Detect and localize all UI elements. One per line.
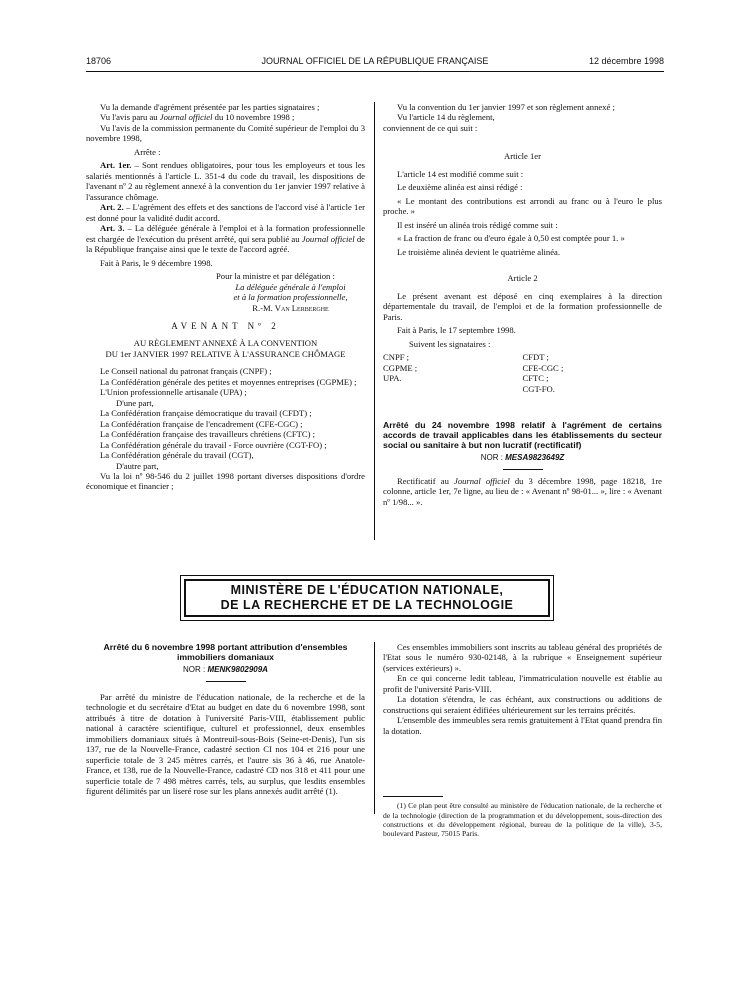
party-item: La Confédération générale du travail - Force ouvrière (CGT-FO) ; [100, 439, 327, 450]
article-heading: Article 2 [507, 273, 538, 284]
column-right-bottom [383, 642, 662, 838]
decree-title: Arrêté du 24 novembre 1998 relatif à l'agrément de certains accords de travail applicables dans les établissements du secteur social ou sanitaire à but non lucratif (rectificatif) [383, 420, 662, 451]
signatory: CGT-FO. [522, 383, 555, 394]
convention-line: conviennent de ce qui suit : [383, 122, 478, 133]
signature-date: Fait à Paris, le 9 décembre 1998. [100, 257, 213, 268]
article-heading: Article 1er [504, 151, 541, 162]
column-left-bottom [86, 642, 365, 797]
decree-body: Par arrêté du ministre de l'éducation nationale, de la recherche et de la technologie et du secrétaire d'Etat au budget en date du 6 novembre 1998, sont attribués à titre de dotation à l'université Paris-VIII, établissement public national à caractère scientifique, culturel et professionnel, deux ensembles immobiliers domaniaux situés à Montreuil-sous-Bois (Seine-et-Denis), l'un sis 137, rue de la Nouvelle-France, cadastré section CI nos 104 et 216 pour une superficie totale de 3 245 mètres carrés, et l'autre sis 36 à 46, rue Anatole-France, et 138, rue de la Nouvelle-France, cadastré CD nos 318 et 411 pour une superficie totale de 7 498 mètres carrés, tels, au surplus, que lesdits ensembles figurent délimités par un liseré rose sur les plans annexés audit arrêté (1). [86, 691, 365, 797]
ministry-name-line2: DE LA RECHERCHE ET DE LA TECHNOLOGIE [220, 598, 514, 612]
signature-date: Fait à Paris, le 17 septembre 1998. [397, 325, 516, 336]
footnote-rule [383, 796, 443, 797]
ministry-banner [180, 575, 554, 621]
short-rule [206, 681, 246, 682]
column-divider-bottom [374, 642, 375, 814]
party-item: La Confédération française démocratique du travail (CFDT) ; [100, 408, 312, 419]
decree-paragraph: La dotation s'étendra, le cas échéant, aux constructions ou additions de constructions qui seraient édifiées ultérieurement sur les terrains précités. [383, 694, 662, 715]
arrete-heading: Arrête : [134, 146, 161, 157]
avenant-title: AVENANT Nº 2 [171, 321, 280, 332]
journal-title: JOURNAL OFFICIEL DE LA RÉPUBLIQUE FRANÇAISE [261, 56, 489, 66]
signatories-heading: Suivent les signataires : [409, 338, 491, 349]
signatories-unions [523, 352, 663, 394]
article-2: Art. 2. – L'agrément des effets et des sanctions de l'accord visé à l'article 1er est donné pour la validité dudit accord. [86, 202, 366, 223]
party-item: La Confédération générale du travail (CGT), [100, 450, 254, 461]
decree-paragraph: En ce qui concerne ledit tableau, l'immatriculation nouvelle est établie au profit de l'université Paris-VIII. [383, 673, 662, 694]
header-rule [86, 71, 664, 72]
signatory: CGPME ; [383, 362, 418, 373]
party-separator: D'autre part, [116, 460, 159, 471]
column-divider-top [374, 102, 375, 540]
vu-paragraph: Vu la loi nº 98-546 du 2 juillet 1998 portant diverses dispositions d'ordre économique et financier ; [86, 470, 365, 492]
party-item: L'Union professionnelle artisanale (UPA) ; [100, 387, 247, 398]
signatories-list [383, 352, 662, 394]
article-paragraph: Il est inséré un alinéa trois rédigé comme suit : [397, 219, 558, 230]
party-item: La Confédération générale des petites et moyennes entreprises (CGPME) ; [100, 376, 357, 387]
column-right-top [383, 102, 662, 507]
column-left-top [86, 102, 365, 492]
article-paragraph: « Le montant des contributions est arrondi au franc ou à l'euro le plus proche. » [383, 195, 662, 217]
article-paragraph: L'article 14 est modifié comme suit : [397, 168, 524, 179]
signatory: CFTC ; [522, 373, 549, 384]
vu-paragraph: Vu la convention du 1er janvier 1997 et son règlement annexé ; [397, 102, 615, 112]
vu-paragraph: Vu l'article 14 du règlement, [397, 112, 495, 123]
decree-title: Arrêté du 6 novembre 1998 portant attribution d'ensembles immobiliers domaniaux [103, 642, 348, 662]
signatory: UPA. [383, 373, 402, 384]
issue-date: 12 décembre 1998 [588, 56, 664, 66]
signatories-employers [383, 352, 523, 394]
avenant-subtitle: DU 1er JANVIER 1997 RELATIVE À L'ASSURANCE CHÔMAGE [105, 348, 346, 359]
signatory: CFE-CGC ; [522, 362, 564, 373]
footnote: (1) Ce plan peut être consulté au ministère de l'éducation nationale, de la recherche et de la technologie (direction de la programmation et du développement, sous-direction des constructions et du développement régional, bureau de la politique de la ville), 3-5, boulevard Pasteur, 75015 Paris. [383, 801, 662, 839]
page-number: 18706 [86, 56, 112, 66]
vu-paragraph: Vu l'avis paru au Journal officiel du 10 novembre 1998 ; [100, 112, 295, 123]
vu-paragraph: Vu la demande d'agrément présentée par les parties signataires ; [100, 102, 320, 112]
party-item: La Confédération française de l'encadrement (CFE-CGC) ; [100, 418, 303, 429]
short-rule [503, 469, 543, 470]
article-paragraph: « La fraction de franc ou d'euro égale à 0,50 est comptée pour 1. » [397, 233, 625, 244]
party-separator: D'une part, [116, 397, 154, 408]
signatory: CFDT ; [522, 352, 549, 363]
decree-paragraph: Ces ensembles immobiliers sont inscrits au tableau général des propriétés de l'Etat sous le numéro 930-02148, à la rubrique « Enseignement supérieur (services extérieurs) ». [383, 642, 662, 673]
rectificatif-paragraph: Rectificatif au Journal officiel du 3 décembre 1998, page 18218, 1re colonne, article 1er, 7e ligne, au lieu de : « Avenant nº 98-01... », lire : « Avenant nº 1/98... ». [383, 475, 662, 507]
article-paragraph: Le troisième alinéa devient le quatrième alinéa. [397, 246, 560, 257]
signatory: CNPF ; [383, 352, 410, 363]
ministry-name-line1: MINISTÈRE DE L'ÉDUCATION NATIONALE, [230, 583, 504, 597]
article-3: Art. 3. – La déléguée générale à l'emploi et à la formation professionnelle est chargée de l'exécution du présent arrêté, qui sera publié au Journal officiel de la République française ainsi que le texte de l'accord agréé. [86, 223, 366, 255]
article-1: Art. 1er. – Sont rendues obligatoires, pour tous les employeurs et tous les salariés mentionnés à l'article L. 351-4 du code du travail, les dispositions de l'avenant nº 2 au règlement annexé à la convention du 1er janvier 1997 relative à l'assurance chômage. [86, 160, 365, 202]
nor-reference: NOR : MENK9802909A [183, 665, 268, 674]
decree-paragraph: L'ensemble des immeubles sera remis gratuitement à l'Etat quand prendra fin la dotation. [383, 715, 662, 736]
avenant-subtitle: AU RÈGLEMENT ANNEXÉ À LA CONVENTION [133, 338, 318, 349]
page-header [86, 56, 664, 68]
article-paragraph: Le deuxième alinéa est ainsi rédigé : [397, 182, 523, 193]
party-item: La Confédération française des travailleurs chrétiens (CFTC) ; [100, 429, 316, 440]
nor-reference: NOR : MESA9823649Z [480, 453, 565, 463]
signature-block: Pour la ministre et par délégation : La déléguée générale à l'emploi et à la formation professionnelle, R.-M. Van Lerberghe [216, 271, 348, 313]
party-item: Le Conseil national du patronat français (CNPF) ; [100, 366, 272, 377]
article-paragraph: Le présent avenant est déposé en cinq exemplaires à la direction départementale du travail, de l'emploi et de la formation professionnelle de Paris. [383, 290, 662, 322]
vu-paragraph: Vu l'avis de la commission permanente du Comité supérieur de l'emploi du 3 novembre 1998, [86, 122, 365, 144]
